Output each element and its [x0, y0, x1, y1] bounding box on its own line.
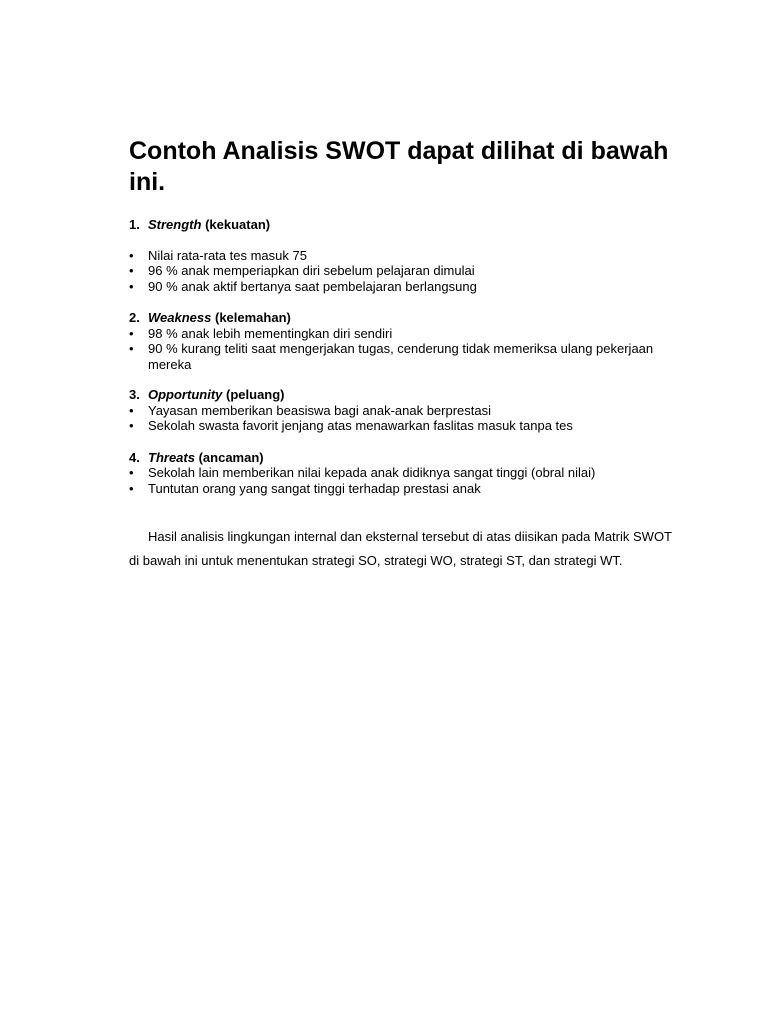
bullet-icon	[129, 263, 148, 279]
bullet-icon	[129, 326, 148, 342]
list-item	[129, 418, 672, 434]
list-item	[129, 326, 672, 342]
bullet-list	[129, 465, 672, 496]
section-number: 1.	[129, 217, 140, 232]
section-gloss: (kekuatan)	[205, 217, 271, 232]
bullet-icon	[129, 481, 148, 497]
swot-list	[129, 217, 672, 496]
section-number: 3.	[129, 387, 140, 402]
section-weakness	[129, 310, 672, 372]
list-item-text: Yayasan memberikan beasiswa bagi anak-anak berprestasi	[148, 402, 492, 418]
bullet-icon	[129, 341, 148, 372]
list-item-text: Nilai rata-rata tes masuk 75	[148, 247, 307, 263]
list-item	[129, 465, 672, 481]
page-title: Contoh Analisis SWOT dapat dilihat di bawah ini.	[129, 137, 669, 196]
list-item	[129, 341, 672, 372]
list-item-text: Sekolah swasta favorit jenjang atas menawarkan faslitas masuk tanpa tes	[148, 418, 573, 433]
bullet-icon	[129, 465, 148, 481]
list-item-text: 90 % kurang teliti saat mengerjakan tugas, cenderung tidak memeriksa ulang pekerjaan mereka	[148, 341, 654, 372]
bullet-list	[129, 248, 672, 295]
list-item-text: 96 % anak memperiapkan diri sebelum pelajaran dimulai	[148, 263, 475, 278]
section-strength	[129, 217, 672, 294]
body-paragraph: Hasil analisis lingkungan internal dan eksternal tersebut di atas diisikan pada Matrik SWOT di bawah ini untuk menentukan strategi SO, strategi WO, strategi ST, dan strategi WT.	[129, 529, 672, 568]
section-heading	[129, 387, 672, 403]
list-item	[129, 248, 672, 264]
section-number: 4.	[129, 449, 140, 465]
section-term: Weakness	[148, 310, 212, 325]
list-item	[129, 481, 672, 497]
section-threats	[129, 450, 672, 497]
section-gloss: (peluang)	[226, 387, 285, 402]
section-term: Opportunity	[148, 387, 223, 402]
section-heading	[129, 217, 672, 233]
bullet-list	[129, 403, 672, 434]
section-heading	[129, 310, 672, 326]
bullet-icon	[129, 418, 148, 434]
bullet-list	[129, 326, 672, 373]
document-page	[129, 136, 672, 572]
list-item	[129, 263, 672, 279]
list-item-text: 90 % anak aktif bertanya saat pembelajaran berlangsung	[148, 278, 477, 294]
list-item-text: 98 % anak lebih mementingkan diri sendiri	[148, 325, 393, 341]
section-term: Strength	[148, 217, 202, 232]
section-gloss: (kelemahan)	[214, 310, 291, 325]
section-term: Threats	[148, 449, 195, 465]
bullet-icon	[129, 248, 148, 264]
section-number: 2.	[129, 310, 140, 325]
bullet-icon	[129, 279, 148, 295]
bullet-icon	[129, 403, 148, 419]
list-item-text: Tuntutan orang yang sangat tinggi terhadap prestasi anak	[148, 480, 481, 496]
section-heading	[129, 450, 672, 466]
section-gloss: (ancaman)	[198, 449, 264, 465]
list-item-text: Sekolah lain memberikan nilai kepada anak didiknya sangat tinggi (obral nilai)	[148, 465, 596, 480]
list-item	[129, 279, 672, 295]
list-item	[129, 403, 672, 419]
section-opportunity	[129, 387, 672, 434]
